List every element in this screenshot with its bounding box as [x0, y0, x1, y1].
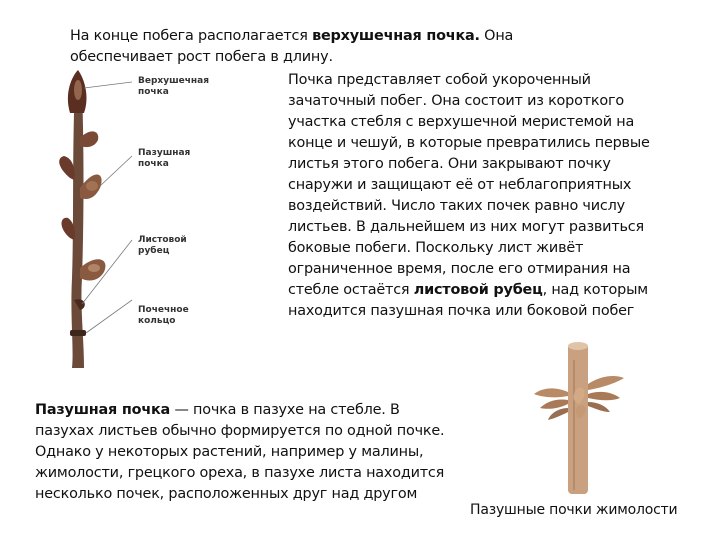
axillary-term: Пазушная почка	[35, 402, 171, 418]
bud-left-3	[548, 408, 568, 420]
pointer-ring	[86, 300, 132, 333]
intro-text-2: Она обеспечивает рост побега в длину.	[70, 28, 514, 65]
label-apical-bud: Верхушечная почка	[138, 76, 209, 97]
label-axillary-bud: Пазушная почка	[138, 148, 191, 169]
bud-right-3	[588, 402, 610, 412]
honeysuckle-illustration	[524, 340, 634, 495]
bud-description-paragraph	[288, 70, 668, 322]
desc-text-2: , над которым находится пазушная почка или боковой побег	[288, 282, 648, 319]
intro-text-1: На конце побега располагается	[70, 28, 313, 44]
pointer-apical	[84, 82, 132, 88]
honeysuckle-diagram	[524, 340, 634, 495]
bud-left-2	[540, 399, 568, 408]
intro-term-apical-bud: верхушечная почка.	[312, 28, 480, 44]
axillary-bud-paragraph	[35, 400, 455, 505]
axillary-bud-left	[59, 156, 74, 180]
pointer-axillary	[100, 156, 132, 186]
bud-right-1	[588, 376, 624, 390]
desc-term-leaf-scar: листовой рубец	[413, 282, 543, 298]
bud-right-2	[588, 392, 620, 400]
honeysuckle-caption: Пазушные почки жимолости	[470, 502, 678, 518]
honeysuckle-stem	[568, 344, 588, 494]
label-bud-ring: Почечное кольцо	[138, 305, 189, 326]
bud-left-1	[534, 388, 568, 397]
axillary-text: — почка в пазухе на стебле. В пазухах листьев обычно формируется по одной почке. Однако у некоторых растений, например у малины, жимолости, грецкого ореха, в пазухе листа находится несколько почек, расположенных друг над другом	[35, 402, 445, 502]
label-leaf-scar: Листовой рубец	[138, 235, 187, 256]
desc-text-1: Почка представляет собой укороченный зачаточный побег. Она состоит из короткого участка стебля с верхушечной меристемой на конце и чешуй, в которые превратились первые листья этого побега. Они закрывают почку снаружи и защищают её от неблагоприятных воздействий. Число таких почек равно числу листьев. В дальнейшем из них могут развиться боковые побеги. Поскольку лист живёт ограниченное время, после его отмирания на стебле остаётся	[288, 72, 650, 298]
shoot-diagram	[50, 68, 209, 368]
bud-ring	[70, 330, 86, 336]
bud-left-lower	[62, 218, 75, 240]
intro-paragraph	[70, 26, 550, 68]
